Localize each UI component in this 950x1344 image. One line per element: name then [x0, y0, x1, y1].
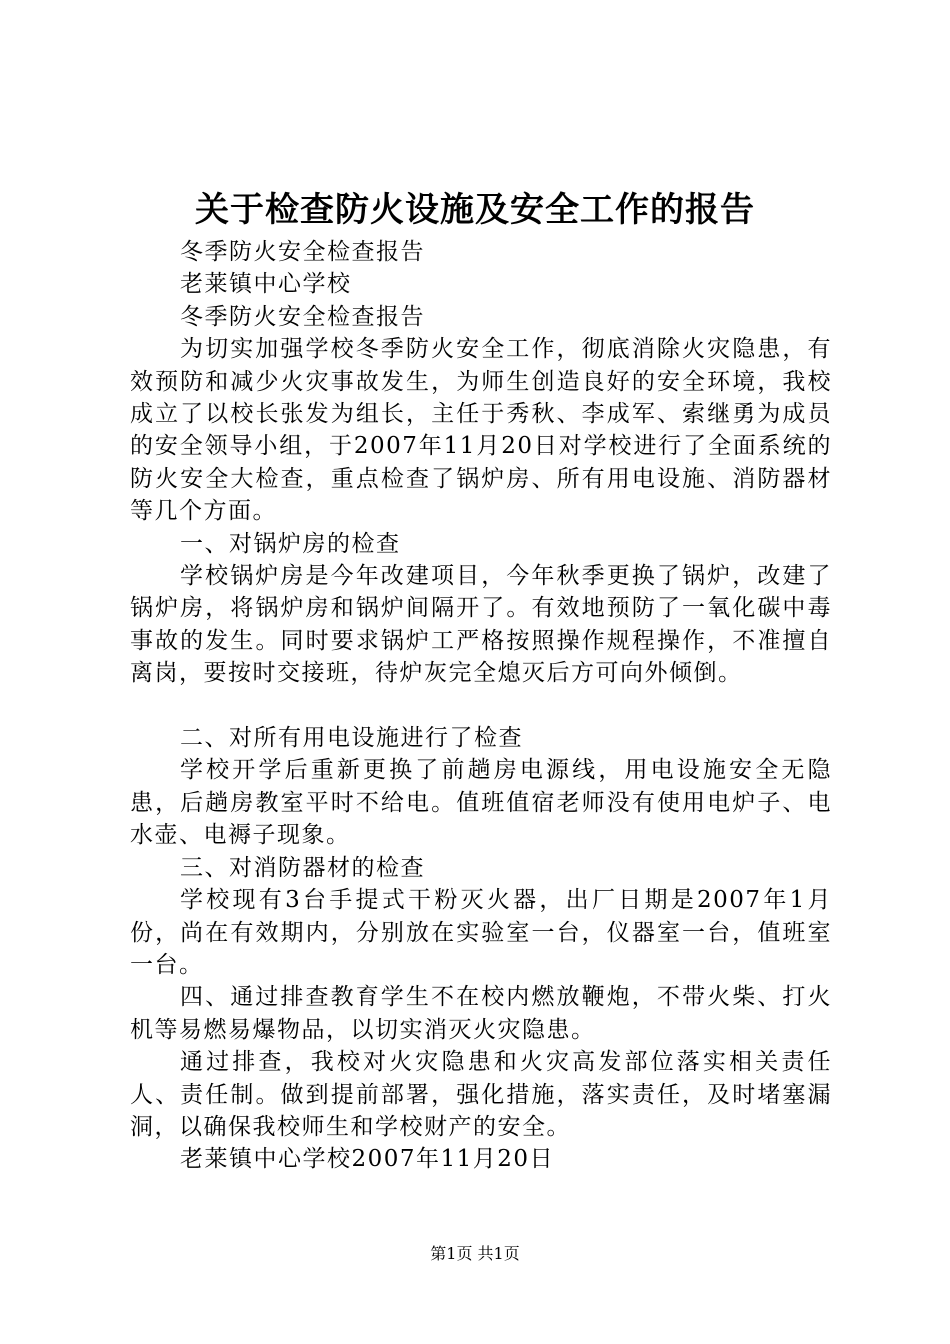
page-footer: 第1页 共1页 — [430, 1244, 520, 1263]
paragraph-boiler: 学校锅炉房是今年改建项目，今年秋季更换了锅炉，改建了锅炉房，将锅炉房和锅炉间隔开了。有效地预防了一氧化碳中毒事故的发生。同时要求锅炉工严格按照操作规程操作，不准擅自离岗，要按时交接班，待炉灰完全熄灭后方可向外倾倒。 — [130, 563, 832, 687]
section-heading-education: 四、通过排查教育学生不在校内燃放鞭炮，不带火柴、打火机等易燃易爆物品，以切实消灭火灾隐患。 — [130, 984, 832, 1043]
blank-line — [130, 690, 832, 722]
paragraph-subtitle: 冬季防火安全检查报告 — [180, 239, 425, 265]
paragraph-school-name: 老莱镇中心学校 — [180, 271, 352, 298]
document-title: 关于检查防火设施及安全工作的报告 — [195, 190, 755, 230]
paragraph-intro: 为切实加强学校冬季防火安全工作，彻底消除火灾隐患，有效预防和减少火灾事故发生，为师生创造良好的安全环境，我校成立了以校长张发为组长，主任于秀秋、李成军、索继勇为成员的安全领导小组，于2007年11月20日对学校进行了全面系统的防火安全大检查，重点检查了锅炉房、所有用电设施、消防器材等几个方面。 — [130, 336, 832, 525]
section-heading-boiler: 一、对锅炉房的检查 — [180, 530, 401, 557]
paragraph-fire-equipment: 学校现有3台手提式干粉灭火器，出厂日期是2007年1月份，尚在有效期内，分别放在实验室一台，仪器室一台，值班室一台。 — [130, 887, 832, 978]
paragraph-report-heading: 冬季防火安全检查报告 — [180, 303, 425, 330]
paragraph-signature: 老莱镇中心学校2007年11月20日 — [180, 1146, 555, 1173]
paragraph-conclusion: 通过排查，我校对火灾隐患和火灾高发部位落实相关责任人、责任制。做到提前部署，强化措施，落实责任，及时堵塞漏洞，以确保我校师生和学校财产的安全。 — [130, 1049, 832, 1140]
section-heading-fire-equipment: 三、对消防器材的检查 — [180, 854, 425, 881]
section-heading-electric: 二、对所有用电设施进行了检查 — [180, 725, 523, 752]
paragraph-electric: 学校开学后重新更换了前趟房电源线，用电设施安全无隐患，后趟房教室平时不给电。值班值宿老师没有使用电炉子、电水壶、电褥子现象。 — [130, 757, 832, 849]
document-body — [130, 236, 832, 1176]
